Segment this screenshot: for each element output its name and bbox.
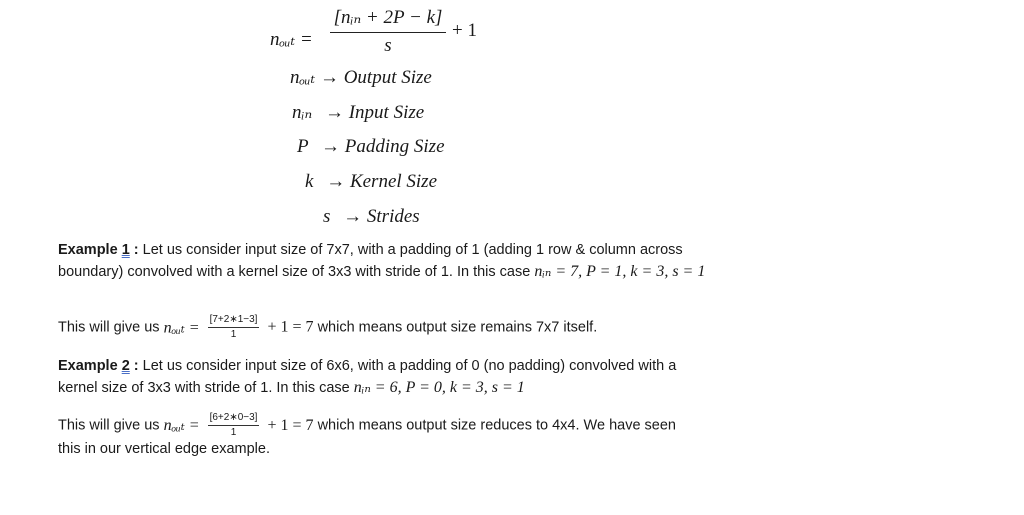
example-1-text: Let us consider input size of 7x7, with a padding of 1 (adding 1 row & column across boundary) convolved with a kernel size of 3x3 with stride of 1. In this case [58,242,683,280]
result-denominator: 1 [230,427,237,438]
result-numerator: [7+2∗1−3] [208,314,260,328]
definition-meaning: Padding Size [344,136,445,157]
example-1-paragraph [58,240,708,283]
definition-meaning: Output Size [343,67,432,88]
definition-input-size [292,101,424,124]
definition-kernel-size [305,171,437,193]
definition-meaning: Strides [366,206,420,227]
result-fraction [208,314,260,341]
definition-symbol: k [305,171,314,192]
definition-symbol: nₒᵤₜ [290,67,316,88]
definition-symbol: nᵢₙ [292,102,313,123]
example-2-text: Let us consider input size of 6x6, with a padding of 0 (no padding) convolved with a kernel size of 3x3 with stride of 1. In this case [58,358,677,396]
definition-symbol: P [297,136,309,157]
example-1-result [58,314,597,344]
arrow-icon: → [324,102,344,123]
definition-meaning: Kernel Size [349,171,438,192]
arrow-icon: → [319,67,339,88]
formula-fraction [330,6,446,57]
definition-output-size [290,66,432,89]
result-suffix: which means output size remains 7x7 itself. [317,319,598,336]
example-1-label: Example [58,242,118,258]
result-lhs: nₒᵤₜ = [163,319,200,337]
example-2-number: 2 [121,358,130,374]
result-rhs: + 1 = 7 [267,417,314,434]
result-denominator: 1 [230,329,237,340]
example-2-label: Example [58,358,118,374]
result-suffix: which means output size reduces to 4x4. We have seen this in our vertical edge example. [58,417,676,457]
result-fraction [208,412,260,439]
example-1-number: 1 [121,242,130,258]
result-prefix: This will give us [58,319,164,336]
example-1-math: nᵢₙ = 7, P = 1, k = 3, s = 1 [534,263,706,280]
definition-strides [323,206,420,228]
definition-symbol: s [323,206,331,227]
example-2-colon: : [129,358,139,374]
example-2-math: nᵢₙ = 6, P = 0, k = 3, s = 1 [353,379,525,396]
example-2-result [58,412,698,460]
definition-padding-size [297,136,445,158]
formula-numerator: [nᵢₙ + 2P − k] [330,6,446,33]
definition-meaning: Input Size [348,102,425,123]
result-prefix: This will give us [58,417,164,434]
example-2-paragraph [58,356,708,399]
result-numerator: [6+2∗0−3] [208,412,260,426]
output-size-formula [270,6,510,60]
example-1-colon: : [129,242,139,258]
result-rhs: + 1 = 7 [267,318,314,336]
formula-lhs: nₒᵤₜ = [270,29,313,50]
arrow-icon: → [343,206,363,227]
formula-denominator: s [384,35,392,56]
formula-plus-one: + 1 [452,20,477,41]
arrow-icon: → [321,136,341,157]
arrow-icon: → [326,171,346,192]
result-lhs: nₒᵤₜ = [163,417,200,434]
